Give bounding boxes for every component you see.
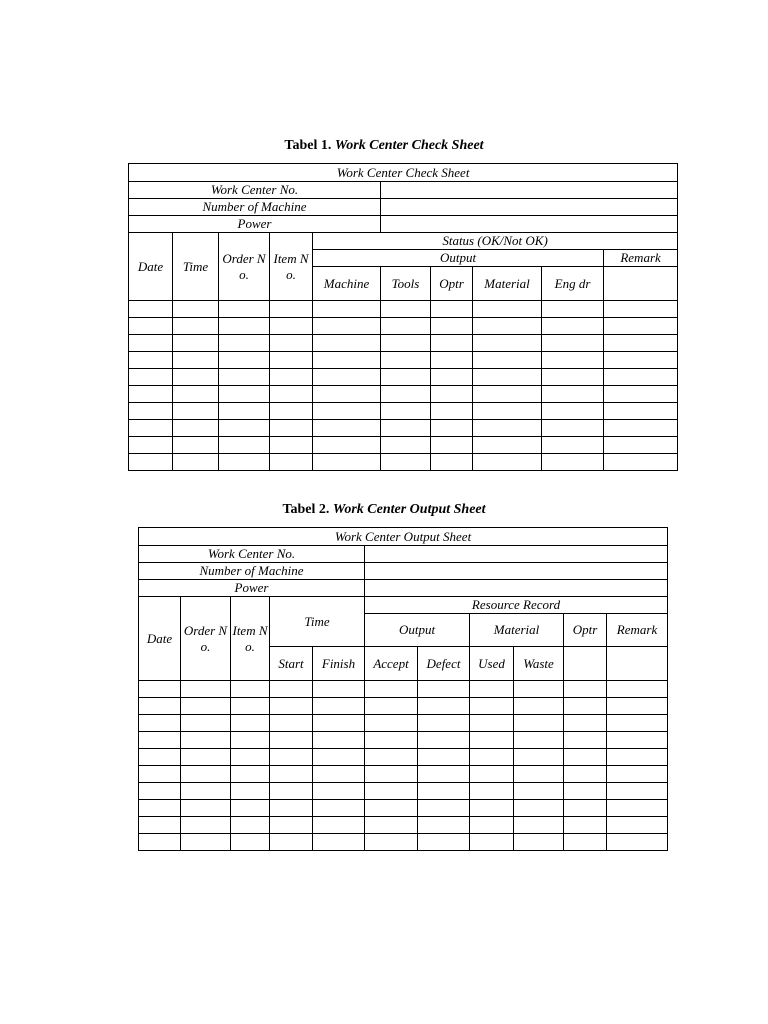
- table-cell[interactable]: [270, 766, 313, 783]
- table-cell[interactable]: [542, 437, 604, 454]
- table-cell[interactable]: [381, 369, 431, 386]
- table-cell[interactable]: [129, 454, 173, 471]
- table-row: [139, 698, 668, 715]
- work-center-output-sheet-table: [138, 527, 668, 851]
- table-cell[interactable]: [418, 834, 470, 851]
- table-cell[interactable]: [129, 437, 173, 454]
- table-cell[interactable]: [542, 335, 604, 352]
- table2-sub-waste: Waste: [514, 647, 564, 681]
- table-cell[interactable]: [418, 715, 470, 732]
- table1-sub-machine: Machine: [313, 267, 381, 301]
- table-cell[interactable]: [219, 352, 270, 369]
- table-row: [129, 454, 678, 471]
- table-cell[interactable]: [604, 318, 678, 335]
- table-cell[interactable]: [219, 386, 270, 403]
- table-cell[interactable]: [270, 318, 313, 335]
- table1-col-date: Date: [129, 233, 173, 301]
- table-cell[interactable]: [270, 698, 313, 715]
- table-cell[interactable]: [473, 301, 542, 318]
- table2-sub-finish: Finish: [313, 647, 365, 681]
- table-cell[interactable]: [365, 681, 418, 698]
- table-cell[interactable]: [313, 352, 381, 369]
- table-cell[interactable]: [173, 335, 219, 352]
- table-cell[interactable]: [514, 698, 564, 715]
- table-cell[interactable]: [604, 420, 678, 437]
- table-cell[interactable]: [313, 301, 381, 318]
- table-cell[interactable]: [473, 420, 542, 437]
- table-cell[interactable]: [542, 369, 604, 386]
- table1-body: [129, 301, 678, 471]
- table-cell[interactable]: [219, 454, 270, 471]
- table-cell[interactable]: [365, 732, 418, 749]
- table-cell[interactable]: [431, 301, 473, 318]
- table-cell[interactable]: [181, 766, 231, 783]
- table-cell[interactable]: [381, 386, 431, 403]
- table-cell[interactable]: [313, 318, 381, 335]
- table-cell[interactable]: [313, 766, 365, 783]
- table-cell[interactable]: [270, 783, 313, 800]
- table-cell[interactable]: [181, 681, 231, 698]
- table-row: [139, 800, 668, 817]
- table-cell[interactable]: [473, 335, 542, 352]
- table-cell[interactable]: [270, 437, 313, 454]
- table-row: [139, 783, 668, 800]
- table-cell[interactable]: [173, 369, 219, 386]
- table-cell[interactable]: [129, 403, 173, 420]
- table-cell[interactable]: [542, 386, 604, 403]
- table1-col-time: Time: [173, 233, 219, 301]
- table-cell[interactable]: [381, 335, 431, 352]
- table1-info-value-power[interactable]: [381, 216, 678, 233]
- table2-info-value-number-of-machine[interactable]: [365, 563, 668, 580]
- table2-sub-accept: Accept: [365, 647, 418, 681]
- table-cell[interactable]: [139, 766, 181, 783]
- table-cell[interactable]: [604, 403, 678, 420]
- table2-caption: [0, 502, 768, 518]
- table-cell[interactable]: [270, 352, 313, 369]
- table-cell[interactable]: [607, 681, 668, 698]
- table-cell[interactable]: [173, 301, 219, 318]
- table-cell[interactable]: [365, 698, 418, 715]
- table-cell[interactable]: [313, 403, 381, 420]
- table-row: [139, 766, 668, 783]
- table-cell[interactable]: [470, 783, 514, 800]
- table-cell[interactable]: [473, 369, 542, 386]
- table-cell[interactable]: [473, 403, 542, 420]
- table-cell[interactable]: [365, 749, 418, 766]
- table-cell[interactable]: [313, 437, 381, 454]
- table2-material-header: Material: [470, 614, 564, 647]
- table-cell[interactable]: [564, 749, 607, 766]
- table-cell[interactable]: [381, 318, 431, 335]
- table-cell[interactable]: [564, 766, 607, 783]
- table-cell[interactable]: [542, 403, 604, 420]
- table-cell[interactable]: [270, 335, 313, 352]
- table-cell[interactable]: [431, 403, 473, 420]
- table-cell[interactable]: [270, 301, 313, 318]
- table-cell[interactable]: [313, 420, 381, 437]
- table2-info-label-work-center-no: Work Center No.: [139, 546, 365, 563]
- table-cell[interactable]: [418, 766, 470, 783]
- table1-info-label-number-of-machine: Number of Machine: [129, 199, 381, 216]
- table2-optr-header: Optr: [564, 614, 607, 647]
- table-cell[interactable]: [607, 715, 668, 732]
- table-cell[interactable]: [129, 420, 173, 437]
- table-cell[interactable]: [607, 783, 668, 800]
- table-cell[interactable]: [219, 318, 270, 335]
- table-cell[interactable]: [514, 715, 564, 732]
- table2-optr-cell: [564, 647, 607, 681]
- table-cell[interactable]: [381, 403, 431, 420]
- table1-caption-title: Work Center Check Sheet: [334, 138, 484, 153]
- table-cell[interactable]: [470, 681, 514, 698]
- table-cell[interactable]: [607, 732, 668, 749]
- table-cell[interactable]: [381, 352, 431, 369]
- table1-caption: [0, 138, 768, 154]
- table-cell[interactable]: [473, 437, 542, 454]
- table-cell[interactable]: [431, 352, 473, 369]
- table-cell[interactable]: [313, 783, 365, 800]
- table-cell[interactable]: [129, 386, 173, 403]
- table-cell[interactable]: [270, 817, 313, 834]
- table-cell[interactable]: [381, 301, 431, 318]
- table1-sub-eng-dr: Eng dr: [542, 267, 604, 301]
- table-cell[interactable]: [173, 420, 219, 437]
- table-cell[interactable]: [418, 817, 470, 834]
- table-cell[interactable]: [607, 766, 668, 783]
- table-cell[interactable]: [139, 834, 181, 851]
- table-cell[interactable]: [139, 800, 181, 817]
- table-cell[interactable]: [431, 420, 473, 437]
- table2-remark-cell: [607, 647, 668, 681]
- table-cell[interactable]: [470, 834, 514, 851]
- table2-info-label-number-of-machine: Number of Machine: [139, 563, 365, 580]
- table-cell[interactable]: [418, 732, 470, 749]
- table-cell[interactable]: [313, 681, 365, 698]
- table-cell[interactable]: [514, 749, 564, 766]
- table-cell[interactable]: [139, 783, 181, 800]
- table-cell[interactable]: [473, 318, 542, 335]
- table1-remark-header: Remark: [604, 250, 678, 267]
- table-cell[interactable]: [431, 454, 473, 471]
- table-cell[interactable]: [514, 783, 564, 800]
- table-cell[interactable]: [313, 698, 365, 715]
- table-cell[interactable]: [270, 681, 313, 698]
- table-cell[interactable]: [514, 834, 564, 851]
- table-cell[interactable]: [129, 318, 173, 335]
- table-cell[interactable]: [313, 800, 365, 817]
- table-cell[interactable]: [564, 834, 607, 851]
- table-cell[interactable]: [129, 301, 173, 318]
- table-cell[interactable]: [231, 681, 270, 698]
- table-cell[interactable]: [313, 369, 381, 386]
- table-cell[interactable]: [313, 335, 381, 352]
- table1-caption-prefix: Tabel 1.: [284, 138, 332, 153]
- table-row: [129, 352, 678, 369]
- table1-output-header: Output: [313, 250, 604, 267]
- table1-col-item-no: Item No.: [270, 233, 313, 301]
- table-cell[interactable]: [418, 783, 470, 800]
- table-cell[interactable]: [607, 800, 668, 817]
- table-cell[interactable]: [470, 715, 514, 732]
- table-cell[interactable]: [604, 454, 678, 471]
- table2-body: [139, 681, 668, 851]
- table-cell[interactable]: [418, 800, 470, 817]
- table-cell[interactable]: [173, 403, 219, 420]
- table2-caption-prefix: Tabel 2.: [282, 502, 330, 517]
- table-cell[interactable]: [514, 766, 564, 783]
- table-cell[interactable]: [231, 732, 270, 749]
- table-cell[interactable]: [129, 369, 173, 386]
- table-cell[interactable]: [181, 800, 231, 817]
- table-cell[interactable]: [139, 817, 181, 834]
- table-cell[interactable]: [470, 698, 514, 715]
- table1-col-order-no: Order No.: [219, 233, 270, 301]
- table-cell[interactable]: [270, 454, 313, 471]
- table-cell[interactable]: [542, 454, 604, 471]
- table2-sub-start: Start: [270, 647, 313, 681]
- table-cell[interactable]: [604, 437, 678, 454]
- table-cell[interactable]: [564, 783, 607, 800]
- table-cell[interactable]: [564, 715, 607, 732]
- table-cell[interactable]: [231, 749, 270, 766]
- table-cell[interactable]: [219, 301, 270, 318]
- table-cell[interactable]: [365, 783, 418, 800]
- table-row: [129, 335, 678, 352]
- table2-col-order-no: Order No.: [181, 597, 231, 681]
- table-row: [129, 301, 678, 318]
- table-row: [129, 369, 678, 386]
- table-cell[interactable]: [139, 698, 181, 715]
- table2-info-value-power[interactable]: [365, 580, 668, 597]
- table-row: [129, 420, 678, 437]
- table1-remark-cell: [604, 267, 678, 301]
- table-cell[interactable]: [431, 369, 473, 386]
- table1-status-header: Status (OK/Not OK): [313, 233, 678, 250]
- table1-sub-optr: Optr: [431, 267, 473, 301]
- table-cell[interactable]: [473, 352, 542, 369]
- table-cell[interactable]: [270, 403, 313, 420]
- table-cell[interactable]: [542, 420, 604, 437]
- table-cell[interactable]: [231, 800, 270, 817]
- table-cell[interactable]: [381, 437, 431, 454]
- table-cell[interactable]: [219, 437, 270, 454]
- table-cell[interactable]: [470, 800, 514, 817]
- table-cell[interactable]: [473, 454, 542, 471]
- table-cell[interactable]: [607, 834, 668, 851]
- table2-time-header: Time: [270, 597, 365, 647]
- table2-sub-defect: Defect: [418, 647, 470, 681]
- table-cell[interactable]: [173, 454, 219, 471]
- table-cell[interactable]: [270, 420, 313, 437]
- table-cell[interactable]: [473, 386, 542, 403]
- table1-info-label-work-center-no: Work Center No.: [129, 182, 381, 199]
- table-row: [139, 817, 668, 834]
- table1-info-value-work-center-no[interactable]: [381, 182, 678, 199]
- table-row: [129, 403, 678, 420]
- table-cell[interactable]: [564, 698, 607, 715]
- table-cell[interactable]: [381, 454, 431, 471]
- table2-sub-used: Used: [470, 647, 514, 681]
- table-cell[interactable]: [604, 335, 678, 352]
- table-cell[interactable]: [139, 732, 181, 749]
- table-row: [139, 715, 668, 732]
- table-row: [139, 834, 668, 851]
- table-cell[interactable]: [270, 800, 313, 817]
- table-cell[interactable]: [181, 732, 231, 749]
- table-cell[interactable]: [313, 817, 365, 834]
- table2-output-header: Output: [365, 614, 470, 647]
- table1-header-title: Work Center Check Sheet: [129, 164, 678, 182]
- table-cell[interactable]: [181, 834, 231, 851]
- table-cell[interactable]: [139, 715, 181, 732]
- table-cell[interactable]: [129, 352, 173, 369]
- table-cell[interactable]: [181, 698, 231, 715]
- table-cell[interactable]: [470, 749, 514, 766]
- table-cell[interactable]: [542, 318, 604, 335]
- table-cell[interactable]: [365, 834, 418, 851]
- table-cell[interactable]: [313, 834, 365, 851]
- table-cell[interactable]: [604, 369, 678, 386]
- table1-info-value-number-of-machine[interactable]: [381, 199, 678, 216]
- table-cell[interactable]: [431, 437, 473, 454]
- work-center-check-sheet-table: [128, 163, 678, 471]
- table-cell[interactable]: [181, 783, 231, 800]
- table-cell[interactable]: [418, 681, 470, 698]
- table-cell[interactable]: [231, 715, 270, 732]
- table-cell[interactable]: [270, 715, 313, 732]
- table-cell[interactable]: [231, 834, 270, 851]
- table-cell[interactable]: [181, 749, 231, 766]
- table2-remark-header: Remark: [607, 614, 668, 647]
- table-cell[interactable]: [181, 715, 231, 732]
- table-cell[interactable]: [313, 715, 365, 732]
- table-cell[interactable]: [139, 681, 181, 698]
- table-cell[interactable]: [604, 301, 678, 318]
- table-cell[interactable]: [173, 318, 219, 335]
- table-row: [129, 318, 678, 335]
- table-cell[interactable]: [431, 386, 473, 403]
- table-cell[interactable]: [270, 749, 313, 766]
- table-cell[interactable]: [470, 817, 514, 834]
- table2-col-item-no: Item No.: [231, 597, 270, 681]
- table-cell[interactable]: [231, 817, 270, 834]
- table-cell[interactable]: [514, 732, 564, 749]
- table-cell[interactable]: [365, 715, 418, 732]
- table-cell[interactable]: [365, 800, 418, 817]
- table-cell[interactable]: [514, 800, 564, 817]
- table-cell[interactable]: [231, 698, 270, 715]
- table-cell[interactable]: [564, 732, 607, 749]
- table-cell[interactable]: [564, 681, 607, 698]
- table-cell[interactable]: [173, 386, 219, 403]
- table-cell[interactable]: [219, 420, 270, 437]
- table-cell[interactable]: [365, 766, 418, 783]
- table-cell[interactable]: [604, 386, 678, 403]
- table-row: [139, 681, 668, 698]
- table-cell[interactable]: [607, 817, 668, 834]
- table1-sub-material: Material: [473, 267, 542, 301]
- table2-header-title: Work Center Output Sheet: [139, 528, 668, 546]
- table-cell[interactable]: [129, 335, 173, 352]
- table-cell[interactable]: [607, 698, 668, 715]
- table-cell[interactable]: [365, 817, 418, 834]
- table2-col-date: Date: [139, 597, 181, 681]
- table1-info-label-power: Power: [129, 216, 381, 233]
- table-cell[interactable]: [564, 800, 607, 817]
- table-cell[interactable]: [270, 834, 313, 851]
- table-cell[interactable]: [418, 698, 470, 715]
- table-row: [129, 386, 678, 403]
- table-cell[interactable]: [313, 732, 365, 749]
- table2-info-value-work-center-no[interactable]: [365, 546, 668, 563]
- table-cell[interactable]: [604, 352, 678, 369]
- table-cell[interactable]: [231, 783, 270, 800]
- table-cell[interactable]: [470, 766, 514, 783]
- table-cell[interactable]: [514, 681, 564, 698]
- table-row: [139, 749, 668, 766]
- table-cell[interactable]: [418, 749, 470, 766]
- table-cell[interactable]: [542, 301, 604, 318]
- table-cell[interactable]: [313, 386, 381, 403]
- table-row: [139, 732, 668, 749]
- table-cell[interactable]: [542, 352, 604, 369]
- table-cell[interactable]: [231, 766, 270, 783]
- table-cell[interactable]: [139, 749, 181, 766]
- table-cell[interactable]: [431, 335, 473, 352]
- table1-sub-tools: Tools: [381, 267, 431, 301]
- table-cell[interactable]: [173, 352, 219, 369]
- table-cell[interactable]: [181, 817, 231, 834]
- table-cell[interactable]: [270, 386, 313, 403]
- table2-info-label-power: Power: [139, 580, 365, 597]
- table-cell[interactable]: [470, 732, 514, 749]
- table-cell[interactable]: [270, 732, 313, 749]
- table-cell[interactable]: [431, 318, 473, 335]
- table2-caption-title: Work Center Output Sheet: [332, 502, 486, 517]
- table-cell[interactable]: [173, 437, 219, 454]
- table-cell[interactable]: [564, 817, 607, 834]
- table-cell[interactable]: [270, 369, 313, 386]
- table2-resource-record-header: Resource Record: [365, 597, 668, 614]
- table-cell[interactable]: [219, 403, 270, 420]
- table-cell[interactable]: [219, 335, 270, 352]
- table-cell[interactable]: [514, 817, 564, 834]
- table-row: [129, 437, 678, 454]
- table-cell[interactable]: [219, 369, 270, 386]
- table-cell[interactable]: [381, 420, 431, 437]
- table-cell[interactable]: [607, 749, 668, 766]
- table-cell[interactable]: [313, 749, 365, 766]
- table-cell[interactable]: [313, 454, 381, 471]
